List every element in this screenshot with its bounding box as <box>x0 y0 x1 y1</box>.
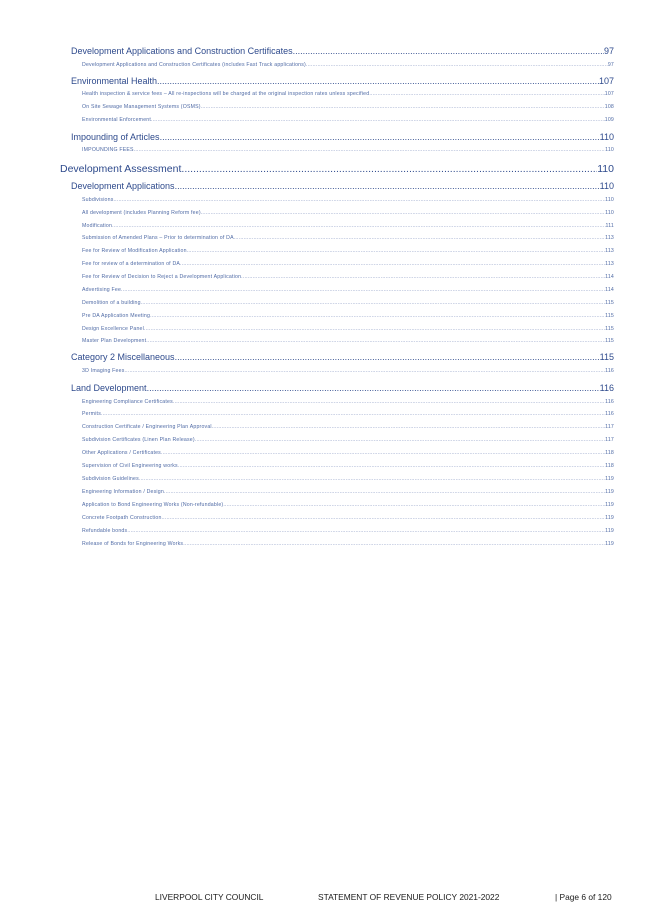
toc-entry-page: 115 <box>599 352 614 362</box>
footer-document-title: STATEMENT OF REVENUE POLICY 2021-2022 <box>318 892 500 902</box>
toc-dot-leader <box>212 424 605 430</box>
toc-entry-page: 115 <box>605 338 614 344</box>
toc-entry-page: 116 <box>605 411 614 417</box>
toc-entry-page: 110 <box>605 147 614 153</box>
toc-entry-page: 118 <box>605 450 614 456</box>
toc-dot-leader <box>121 287 605 293</box>
toc-entry[interactable] <box>82 338 614 344</box>
toc-entry[interactable] <box>82 223 614 229</box>
toc-entry-page: 116 <box>605 368 614 374</box>
toc-dot-leader <box>241 274 605 280</box>
toc-entry[interactable] <box>82 411 614 417</box>
footer-page-number: | Page 6 of 120 <box>555 892 612 902</box>
toc-entry-title: Impounding of Articles <box>71 132 160 142</box>
toc-entry-title: Engineering Information / Design <box>82 489 164 495</box>
toc-entry-title: Advertising Fee <box>82 287 122 293</box>
toc-dot-leader <box>139 476 605 482</box>
toc-entry[interactable] <box>82 528 614 534</box>
toc-entry[interactable] <box>82 287 614 293</box>
toc-entry-title: Application to Bond Engineering Works (Non-refundable) <box>82 502 224 508</box>
toc-entry-title: Design Excellence Panel <box>82 326 144 332</box>
toc-entry-title: Fee for review of a determination of DA <box>82 261 181 267</box>
toc-entry-title: Category 2 Miscellaneous <box>71 352 175 362</box>
toc-dot-leader <box>144 326 605 332</box>
toc-entry-title: Release of Bonds for Engineering Works <box>82 541 184 547</box>
toc-entry[interactable] <box>82 147 614 153</box>
toc-entry[interactable] <box>82 62 614 68</box>
toc-entry-title: IMPOUNDING FEES <box>82 147 134 153</box>
toc-entry[interactable] <box>82 91 614 97</box>
toc-entry-title: Environmental Enforcement <box>82 117 152 123</box>
toc-entry[interactable] <box>82 424 614 430</box>
toc-entry-page: 113 <box>605 261 614 267</box>
toc-dot-leader <box>157 76 599 86</box>
toc-dot-leader <box>175 352 600 362</box>
toc-entry-title: Refundable bonds <box>82 528 128 534</box>
toc-entry-page: 110 <box>605 197 614 203</box>
toc-entry[interactable] <box>82 248 614 254</box>
toc-entry-title: Master Plan Development <box>82 338 147 344</box>
toc-entry[interactable] <box>82 300 614 306</box>
toc-entry-title: Other Applications / Certificates <box>82 450 161 456</box>
toc-entry[interactable] <box>71 383 614 393</box>
toc-entry[interactable] <box>82 326 614 332</box>
toc-entry-title: Submission of Amended Plans – Prior to determination of DA <box>82 235 234 241</box>
toc-entry[interactable] <box>82 210 614 216</box>
toc-entry[interactable] <box>82 197 614 203</box>
toc-entry-page: 110 <box>599 181 614 191</box>
toc-entry-title: Engineering Compliance Certificates <box>82 399 173 405</box>
footer-organization: LIVERPOOL CITY COUNCIL <box>155 892 264 902</box>
toc-entry[interactable] <box>71 132 614 142</box>
toc-entry-title: Demolition of a building <box>82 300 141 306</box>
toc-dot-leader <box>183 541 605 547</box>
toc-entry-page: 107 <box>604 91 614 97</box>
toc-entry-page: 108 <box>604 104 614 110</box>
toc-dot-leader <box>181 163 597 175</box>
toc-entry[interactable] <box>71 181 614 191</box>
toc-entry-page: 110 <box>597 163 614 175</box>
toc-entry-page: 119 <box>605 476 614 482</box>
toc-entry-page: 119 <box>605 515 614 521</box>
toc-dot-leader <box>164 489 605 495</box>
toc-entry[interactable] <box>60 163 614 175</box>
toc-entry-page: 119 <box>605 502 614 508</box>
toc-entry-page: 117 <box>605 437 614 443</box>
toc-entry-page: 113 <box>605 248 614 254</box>
toc-entry-page: 110 <box>599 132 614 142</box>
toc-entry-page: 116 <box>605 399 614 405</box>
toc-dot-leader <box>114 197 606 203</box>
toc-dot-leader <box>160 132 600 142</box>
toc-entry-page: 114 <box>605 274 614 280</box>
toc-entry[interactable] <box>71 76 614 86</box>
toc-entry-title: Fee for Review of Decision to Reject a Development Application <box>82 274 242 280</box>
toc-entry[interactable] <box>82 235 614 241</box>
toc-entry-title: All development (includes Planning Reform fee) <box>82 210 201 216</box>
toc-dot-leader <box>141 300 605 306</box>
toc-entry-page: 118 <box>605 463 614 469</box>
toc-entry-title: Pre DA Application Meeting <box>82 313 151 319</box>
toc-entry-title: Land Development <box>71 383 147 393</box>
toc-entry-title: Subdivision Guidelines <box>82 476 139 482</box>
toc-entry[interactable] <box>82 313 614 319</box>
toc-entry-title: Development Assessment <box>60 163 182 175</box>
toc-entry-title: Development Applications <box>71 181 175 191</box>
toc-entry-page: 97 <box>603 46 614 56</box>
toc-entry-title: Environmental Health <box>71 76 158 86</box>
toc-entry-page: 117 <box>605 424 614 430</box>
toc-entry-page: 111 <box>605 223 614 229</box>
toc-entry[interactable] <box>82 261 614 267</box>
toc-entry-title: 3D Imaging Fees <box>82 368 125 374</box>
toc-entry[interactable] <box>82 541 614 547</box>
toc-entry[interactable] <box>82 489 614 495</box>
toc-dot-leader <box>369 91 604 97</box>
toc-entry-title: Health inspection & service fees – All re-inspections will be charged at the original inspection rates unless specified <box>82 91 370 97</box>
toc-entry-title: Subdivisions <box>82 197 114 203</box>
toc-dot-leader <box>112 223 605 229</box>
toc-dot-leader <box>125 368 606 374</box>
toc-entry-title: Fee for Review of Modification Application <box>82 248 187 254</box>
toc-entry[interactable] <box>71 352 614 362</box>
toc-dot-leader <box>180 261 605 267</box>
toc-entry-title: Concrete Footpath Construction <box>82 515 162 521</box>
toc-entry-page: 113 <box>605 235 614 241</box>
toc-dot-leader <box>178 463 605 469</box>
toc-dot-leader <box>146 338 605 344</box>
toc-entry-page: 115 <box>605 313 614 319</box>
toc-entry-title: Construction Certificate / Engineering Plan Approval <box>82 424 212 430</box>
toc-entry[interactable] <box>82 450 614 456</box>
toc-entry[interactable] <box>82 117 614 123</box>
toc-dot-leader <box>201 210 605 216</box>
toc-entry-page: 119 <box>605 528 614 534</box>
toc-dot-leader <box>306 62 608 68</box>
toc-dot-leader <box>173 399 605 405</box>
toc-entry-page: 115 <box>605 300 614 306</box>
toc-dot-leader <box>162 515 606 521</box>
toc-dot-leader <box>201 104 605 110</box>
toc-dot-leader <box>187 248 605 254</box>
toc-entry-page: 114 <box>605 287 614 293</box>
toc-entry-page: 109 <box>604 117 614 123</box>
toc-entry-page: 119 <box>605 541 614 547</box>
toc-dot-leader <box>234 235 605 241</box>
toc-entry-page: 115 <box>605 326 614 332</box>
toc-dot-leader <box>151 117 605 123</box>
toc-entry[interactable] <box>82 104 614 110</box>
toc-dot-leader <box>293 46 604 56</box>
toc-dot-leader <box>175 181 600 191</box>
toc-entry[interactable] <box>82 502 614 508</box>
toc-entry[interactable] <box>82 463 614 469</box>
toc-entry[interactable] <box>82 368 614 374</box>
toc-entry[interactable] <box>82 399 614 405</box>
toc-entry-title: Supervision of Civil Engineering works <box>82 463 178 469</box>
toc-dot-leader <box>223 502 605 508</box>
toc-entry[interactable] <box>82 476 614 482</box>
toc-dot-leader <box>134 147 605 153</box>
toc-entry-page: 110 <box>605 210 614 216</box>
toc-dot-leader <box>150 313 605 319</box>
toc-entry-title: Subdivision Certificates (Linen Plan Release) <box>82 437 195 443</box>
toc-entry-page: 97 <box>607 62 614 68</box>
toc-dot-leader <box>147 383 600 393</box>
toc-entry-title: Permits <box>82 411 101 417</box>
toc-entry-page: 119 <box>605 489 614 495</box>
toc-entry-page: 107 <box>598 76 614 86</box>
toc-entry[interactable] <box>82 515 614 521</box>
toc-entry[interactable] <box>82 274 614 280</box>
toc-dot-leader <box>101 411 605 417</box>
toc-dot-leader <box>195 437 605 443</box>
toc-entry-title: Development Applications and Construction Certificates (includes Fast Track applications) <box>82 62 306 68</box>
toc-entry-title: Development Applications and Construction Certificates <box>71 46 293 56</box>
toc-entry[interactable] <box>82 437 614 443</box>
toc-entry-title: Modification <box>82 223 113 229</box>
toc-entry-title: On Site Sewage Management Systems (OSMS) <box>82 104 201 110</box>
toc-dot-leader <box>127 528 605 534</box>
toc-entry[interactable] <box>71 46 614 56</box>
toc-dot-leader <box>161 450 605 456</box>
page-footer <box>0 892 653 904</box>
toc-entry-page: 116 <box>599 383 614 393</box>
